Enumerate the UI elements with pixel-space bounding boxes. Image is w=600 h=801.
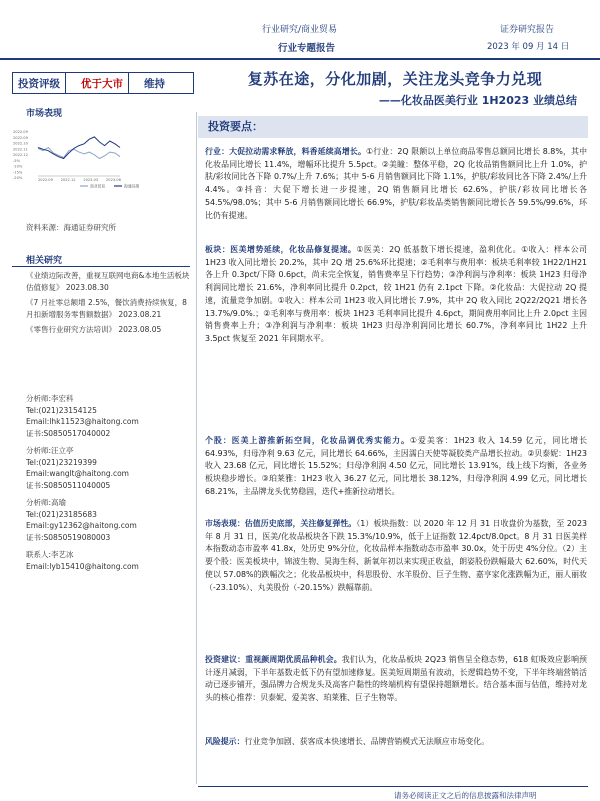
related-date: 2023.08.30: [65, 282, 109, 292]
rating-divider: [128, 73, 139, 93]
analyst-email[interactable]: Email:lyb15410@haitong.com: [26, 561, 139, 571]
analyst-block: [26, 497, 192, 543]
paragraph-lead: 行业：大促拉动需求释放，料香延续高增长。: [205, 147, 367, 156]
rating-divider: [65, 73, 76, 93]
chart-legend-label: 商业贸易: [90, 183, 106, 188]
chart-y-tick-label: 2022.11: [13, 147, 28, 152]
chart-x-tick-label: 2023.03: [83, 178, 99, 182]
chart-y-tick-label: -15%: [13, 170, 23, 175]
related-date: 2023.08.05: [118, 325, 162, 334]
paragraph-industry: [205, 146, 587, 222]
rating-label: 投资评级: [18, 77, 60, 90]
footer-disclaimer: 请务必阅读正文之后的信息披露和法律声明: [394, 791, 537, 800]
paragraph-lead: 投资建议：重视颜周期优质品种机会。: [205, 655, 342, 664]
paragraph-market: [205, 518, 587, 594]
paragraph-body: （1）板块指数：以 2020 年 12 月 31 日收盘价为基数，至 2023 年 8 月 31 日，医美/化妆品板块各下跌 15.3%/10.9%，低于上证指数 12.4pct/8.0pct。8 月 31 日医美样本指数动态市盈率 41.8x，处历史 9%分位，化妆品样本指数动态市盈率 30.0x，处于历史 4%分位。（2）主要个股：医美板块中，锦波生物、昊海生科、新氧年初以来实现正收益，朗姿股份跌幅最大 62.60%，时代天使以 57.08%的跌幅次之；化妆品板块中，科思股份、水羊股份、巨子生物、嘉亨家化涨跌幅为正，丽人丽妆（-23.10%）、丸美股份（-20.15%）跌幅靠前。: [205, 519, 587, 592]
paragraph-lead: 市场表现：估值历史底部，关注修复弹性。: [205, 519, 357, 528]
chart-y-tick-label: 2022.09: [13, 130, 28, 134]
paragraph-body: 我们认为，化妆品板块 2Q23 销售呈全稳态势，618 虹吸效应影响预计逐月减弱，下半年基数走低下仍有望加速修复。医美短周期虽有波动，长逻辑趋势不变，下半年终端营销活动已逐步铺开，强品牌力合规龙头及高客户黏性的终端机构有望保持超额增长。结合基本面与估值，维持对龙头的核心推荐：贝泰妮、爱美客、珀莱雅、巨子生物等。: [205, 655, 587, 703]
related-title: 《零售行业研究方法培训》: [26, 325, 116, 334]
analyst-email[interactable]: Email:gy12362@haitong.com: [26, 521, 137, 530]
analyst-block: [26, 445, 192, 491]
paragraph-stocks: [205, 435, 587, 499]
paragraph-advice: [205, 654, 587, 705]
paragraph-risk: [205, 736, 587, 749]
chart-series-line: [38, 137, 120, 159]
chart-x-tick-label: 2022.12: [60, 178, 76, 182]
paragraph-lead: 风险提示：: [205, 737, 245, 746]
chart-legend-label: 海通综指: [124, 183, 140, 188]
related-date: 2023.08.21: [118, 309, 162, 319]
key-points-heading: 投资要点：: [198, 116, 588, 138]
market-heading: 市场表现: [26, 109, 63, 119]
analyst-block: [26, 549, 192, 572]
related-item[interactable]: [26, 270, 192, 293]
paragraph-lead: 个股：医美上游推新拓空间，化妆品调优秀实能力。: [205, 436, 410, 445]
rating-value: 优于大市: [81, 77, 123, 90]
rating-box: [12, 72, 194, 94]
paragraph-body: ①爱美客：1H23 收入 14.59 亿元，同比增长 64.93%，归母净利 9.63 亿元，同比增长 64.66%，主因濡白天使等凝胶类产品增长拉动。②贝泰妮：1H23 收入 23.68 亿元，同比增长 15.52%；归母净利润 4.50 亿元，同比增长 13.91%，线上线下均衡，各业务板块稳步增长。③珀莱雅：1H23 收入 36.27 亿元，同比增长 38.12%，归母净利润 4.99 亿元，同比增长 68.21%，主品牌龙头优势稳固，迭代+推新拉动增长。: [205, 436, 587, 496]
chart-y-tick-label: 2022.12: [13, 153, 28, 157]
paragraph-body: ①医美：2Q 低基数下增长提速，盈利优化。①收入：样本公司 1H23 收入同比增长 20.2%，其中 2Q 增 25.6%环比提速；②毛利率与费用率：板块毛利率较 1H22/1H21 各上升 0.3pct/下降 0.6pct，尚未完全恢复，销售费率呈下行趋势；③净利润与净利率：板块 1H23 归母净利润同比增长 21.6%，净利率同比提升 0.2pct，较 1H21 仍有 2.1pct 下降。②化妆品：大促拉动 2Q 提速，流量竞争加剧。①收入：样本公司 1H23 收入同比增长 7.9%，其中 2Q 收入同比 2Q22/2Q21 增长各 13.7%/9.0%.；②毛利率与费用率：板块 1H23 毛利率同比提升 4.6pct，期间费用率同比上升 2.0pct 主因销售费率上升；③净利润与净利率：板块 1H23 归母净利润同比增长 60.7%，净利率同比 1H22 上升 3.5pct 恢复至 2021 年同期水平。: [205, 245, 587, 343]
analyst-email[interactable]: Email:lhk11523@haitong.com: [26, 417, 139, 426]
column-divider: [196, 112, 197, 784]
analyst-list: [26, 393, 192, 572]
related-title: 《7 月社零总额增 2.5%，餐饮消费持续恢复，8 月扣新增服务零售额数据》: [26, 298, 187, 319]
header-date: 2023 年 09 月 14 日: [487, 42, 570, 52]
chart-x-tick-label: 2023.06: [106, 178, 121, 182]
chart-y-tick-label: 2022.09: [13, 135, 28, 140]
related-title: 《业绩边际改善，重视互联网电商&本地生活板块估值修复》: [26, 271, 190, 292]
analyst-cert: 证书:S0850519080003: [26, 532, 111, 542]
analyst-cert: 证书:S0850511040005: [26, 480, 111, 490]
chart-y-tick-label: -20%: [13, 176, 23, 180]
chart-y-tick-label: -10%: [13, 164, 23, 169]
report-subtitle: ——化妆品医美行业 1H2023 业绩总结: [378, 94, 577, 107]
market-chart: [12, 126, 192, 188]
analyst-email[interactable]: Email:wanglt@haitong.com: [26, 469, 129, 478]
analyst-block: [26, 393, 192, 439]
header-category: 行业研究/商业贸易: [262, 25, 338, 35]
footer-rule: [198, 786, 588, 787]
analyst-tel: Tel:(021)23219399: [26, 457, 97, 467]
related-list: [26, 270, 192, 336]
related-rule: [12, 266, 190, 267]
analyst-name: 分析师:高瑜: [26, 498, 67, 507]
related-item[interactable]: [26, 324, 192, 336]
paragraph-lead: 板块：医美增势延续，化妆品修复提速。: [205, 245, 357, 254]
analyst-name: 联系人:李艺冰: [26, 550, 74, 559]
paragraph-sector: [205, 244, 587, 346]
related-heading: 相关研究: [26, 256, 63, 266]
header-doc-type: 证券研究报告: [500, 25, 555, 35]
paragraph-body: 行业竞争加剧、获客成本快速增长、品牌营销模式无法顺应市场变化。: [244, 737, 490, 746]
chart-source: 资料来源：海通证券研究所: [26, 223, 116, 232]
related-item[interactable]: [26, 297, 192, 320]
chart-y-tick-label: 2022.10: [13, 141, 28, 146]
analyst-name: 分析师:汪立亭: [26, 446, 74, 455]
analyst-cert: 证书:S0850517040002: [26, 428, 111, 438]
analyst-tel: Tel:(021)23154125: [26, 405, 97, 415]
report-title: 复苏在途，分化加剧，关注龙头竞争力兑现: [247, 70, 543, 88]
rating-action: 维持: [144, 77, 165, 90]
chart-x-tick-label: 2022.09: [38, 178, 53, 182]
paragraph-body: ①行业：2Q 限额以上单位商品零售总额同比增长 8.8%，其中化妆品同比增长 11.4%，增幅环比提升 5.5pct。②美瞳：整体平稳，2Q 化妆品销售额同比上升 1.0%，护肤/彩妆同比各下降 0.7%/上升 7.6%；其中 5-6 月销售额同比下降 1.1%，护肤/彩妆同比各下降 2.4%/上升 4.4%。③抖音：大促下增长进一步提速，2Q 销售额同比增长 62.6%，护肤/彩妆同比增长各 54.5%/98.0%；其中 5-6 月销售额同比增长 66.9%，护肤/彩妆品类销售额同比增长各 59.5%/99.6%，环比仍有提速。: [205, 147, 587, 220]
header-rule: [0, 58, 600, 60]
chart-y-tick-label: -5%: [13, 158, 20, 163]
header-series: 行业专题报告: [278, 43, 336, 54]
analyst-name: 分析师:李宏科: [26, 394, 74, 403]
analyst-tel: Tel:(021)23185683: [26, 509, 97, 519]
chart-series-line: [38, 148, 120, 159]
market-chart-svg: [12, 126, 192, 188]
